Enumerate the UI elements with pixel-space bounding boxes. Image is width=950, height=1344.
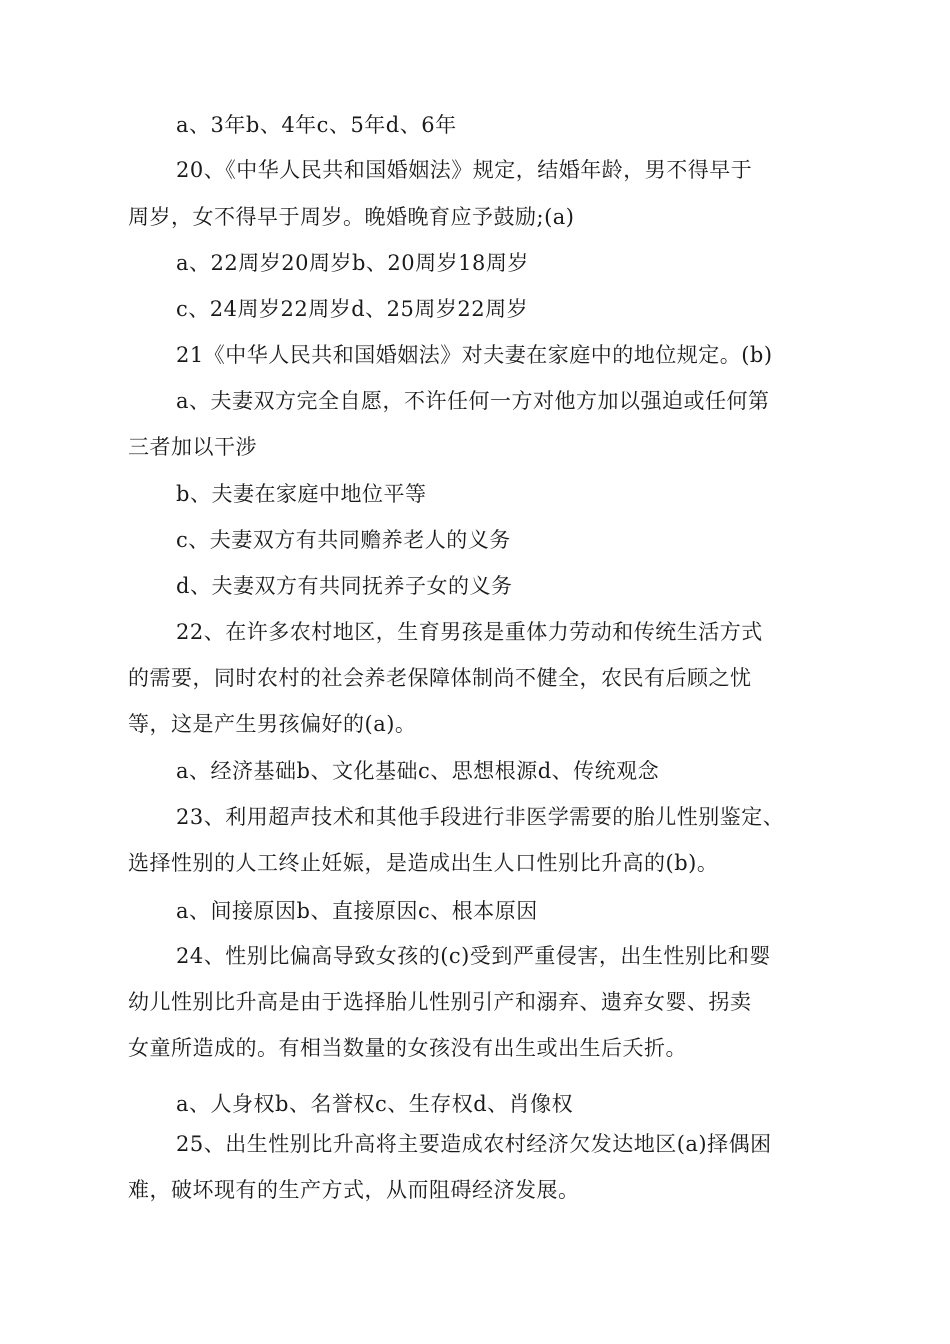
question-25-line-1: 25、出生性别比升高将主要造成农村经济欠发达地区(a)择偶困 bbox=[176, 1132, 772, 1156]
option-q21-a-line-1: a、夫妻双方完全自愿，不许任何一方对他方加以强迫或任何第 bbox=[176, 389, 770, 413]
option-q21-c: c、夫妻双方有共同赡养老人的义务 bbox=[176, 528, 511, 552]
option-line-q20-ab: a、22周岁20周岁b、20周岁18周岁 bbox=[176, 251, 529, 275]
option-line-q24: a、人身权b、名誉权c、生存权d、肖像权 bbox=[176, 1092, 574, 1116]
option-line-q19: a、3年b、4年c、5年d、6年 bbox=[176, 113, 457, 137]
question-25-line-2: 难，破坏现有的生产方式，从而阻碍经济发展。 bbox=[128, 1178, 580, 1202]
option-q21-a-line-2: 三者加以干涉 bbox=[128, 435, 257, 459]
question-21-line-1: 21《中华人民共和国婚姻法》对夫妻在家庭中的地位规定。(b) bbox=[176, 343, 773, 367]
option-q21-d: d、夫妻双方有共同抚养子女的义务 bbox=[176, 574, 513, 598]
question-23-line-1: 23、利用超声技术和其他手段进行非医学需要的胎儿性别鉴定、 bbox=[176, 805, 785, 829]
option-q21-b: b、夫妻在家庭中地位平等 bbox=[176, 482, 427, 506]
question-24-line-3: 女童所造成的。有相当数量的女孩没有出生或出生后夭折。 bbox=[128, 1036, 687, 1060]
question-24-line-1: 24、性别比偏高导致女孩的(c)受到严重侵害，出生性别比和婴 bbox=[176, 944, 771, 968]
question-22-line-2: 的需要，同时农村的社会养老保障体制尚不健全，农民有后顾之忧 bbox=[128, 666, 752, 690]
option-line-q23: a、间接原因b、直接原因c、根本原因 bbox=[176, 899, 538, 923]
question-22-line-3: 等，这是产生男孩偏好的(a)。 bbox=[128, 712, 417, 736]
question-20-line-1: 20、《中华人民共和国婚姻法》规定，结婚年龄，男不得早于 bbox=[176, 158, 753, 182]
question-20-line-2: 周岁，女不得早于周岁。晚婚晚育应予鼓励;(a) bbox=[128, 205, 575, 229]
question-23-line-2: 选择性别的人工终止妊娠，是造成出生人口性别比升高的(b)。 bbox=[128, 851, 719, 875]
option-line-q20-cd: c、24周岁22周岁d、25周岁22周岁 bbox=[176, 297, 529, 321]
question-22-line-1: 22、在许多农村地区，生育男孩是重体力劳动和传统生活方式 bbox=[176, 620, 763, 644]
question-24-line-2: 幼儿性别比升高是由于选择胎儿性别引产和溺弃、遗弃女婴、拐卖 bbox=[128, 990, 752, 1014]
option-line-q22: a、经济基础b、文化基础c、思想根源d、传统观念 bbox=[176, 759, 660, 783]
